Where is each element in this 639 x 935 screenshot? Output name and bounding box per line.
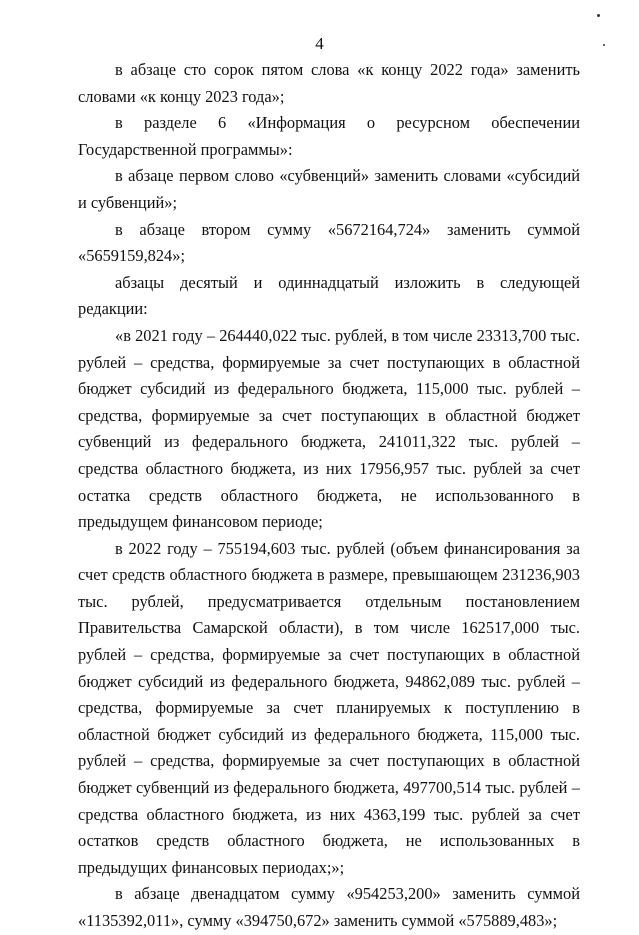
page-number: 4 — [315, 34, 324, 53]
scan-speck — [597, 14, 600, 17]
paragraph-4: в абзаце втором сумму «5672164,724» заменить суммой «5659159,824»; — [78, 219, 580, 266]
paragraph-8: в абзаце двенадцатом сумму «954253,200» заменить суммой «1135392,011», сумму «394750,672» заменить суммой «575889,483»; — [78, 884, 580, 930]
paragraph-6: «в 2021 году – 264440,022 тыс. рублей, в том числе 23313,700 тыс. рублей – средства, формируемые за счет поступающих в областной бюджет субсидий из федерального бюджета, 115,000 тыс. рублей – средства, формируемые за счет поступающих в областной бюджет субвенций из федерального бюджета, 241011,322 тыс. рублей – средства областного бюджета, из них 17956,957 тыс. рублей за счет остатка средств областного бюджета, не использованного в предыдущем финансовом периоде; — [78, 325, 580, 532]
document-body — [78, 57, 580, 935]
paragraph-3: в абзаце первом слово «субвенций» заменить словами «субсидий и субвенций»; — [78, 166, 580, 212]
paragraph-2: в разделе 6 «Информация о ресурсном обеспечении Государственной программы»: — [78, 113, 580, 159]
paragraph-1: в абзаце сто сорок пятом слова «к концу 2022 года» заменить словами «к концу 2023 года»; — [78, 60, 580, 106]
paragraph-5: абзацы десятый и одиннадцатый изложить в следующей редакции: — [78, 272, 580, 319]
scan-speck — [603, 44, 605, 46]
paragraph-7: в 2022 году – 755194,603 тыс. рублей (объем финансирования за счет средств областного бюджета в размере, превышающем 231236,903 тыс. рублей, предусматривается отдельным постановлением Правительства Самарской области), в том числе 162517,000 тыс. рублей – средства, формируемые за счет поступающих в областной бюджет субсидий из федерального бюджета, 94862,089 тыс. рублей – средства, формируемые за счет планируемых к поступлению в областной бюджет субсидий из федерального бюджета, 115,000 тыс. рублей – средства, формируемые за счет поступающих в областной бюджет субвенций из федерального бюджета, 497700,514 тыс. рублей – средства областного бюджета, из них 4363,199 тыс. рублей за счет остатков средств областного бюджета, не использованных в предыдущих финансовых периодах;»; — [78, 538, 580, 877]
